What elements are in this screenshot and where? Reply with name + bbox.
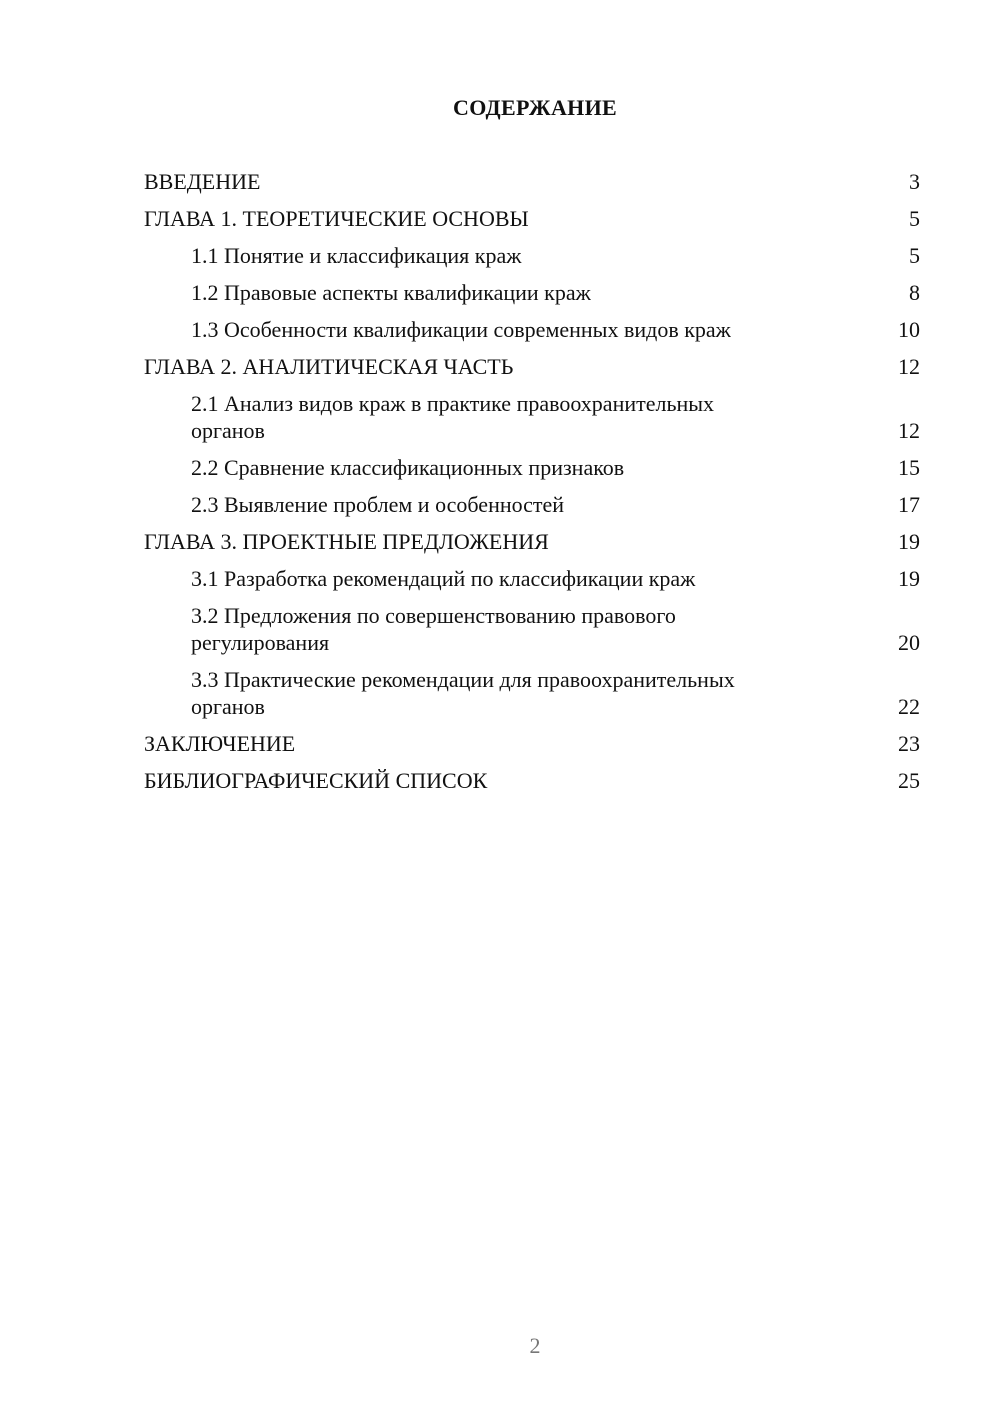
toc-entry-section-1-2[interactable] <box>144 279 920 306</box>
toc-entry-section-3-3[interactable] <box>144 666 920 720</box>
toc-entry-page: 19 <box>898 529 920 554</box>
toc-entry-page: 3 <box>909 169 920 194</box>
toc-entry-section-1-3[interactable] <box>144 316 920 343</box>
toc-entry-label: ЗАКЛЮЧЕНИЕ <box>144 731 296 756</box>
toc-entry-label: 3.1 Разработка рекомендаций по классификации краж <box>191 566 696 591</box>
toc-entry-label: 1.2 Правовые аспекты квалификации краж <box>191 280 591 305</box>
toc-entry-label: 2.1 Анализ видов краж в практике правоохранительных органов <box>191 391 715 443</box>
toc-entry-page: 15 <box>898 455 920 480</box>
toc-entry-label: 3.2 Предложения по совершенствованию правового регулирования <box>191 603 676 655</box>
table-of-contents <box>144 168 920 804</box>
toc-entry-page: 17 <box>898 492 920 517</box>
toc-entry-bibliography[interactable] <box>144 767 920 794</box>
toc-entry-label: ВВЕДЕНИЕ <box>144 169 261 194</box>
toc-entry-section-2-2[interactable] <box>144 454 920 481</box>
toc-entry-label: БИБЛИОГРАФИЧЕСКИЙ СПИСОК <box>144 768 488 793</box>
toc-entry-label: ГЛАВА 3. ПРОЕКТНЫЕ ПРЕДЛОЖЕНИЯ <box>144 529 549 554</box>
toc-entry-label: 3.3 Практические рекомендации для правоохранительных органов <box>191 667 735 719</box>
toc-entry-label: 2.3 Выявление проблем и особенностей <box>191 492 565 517</box>
toc-entry-page: 5 <box>909 206 920 231</box>
toc-entry-label: ГЛАВА 1. ТЕОРЕТИЧЕСКИЕ ОСНОВЫ <box>144 206 529 231</box>
toc-entry-page: 19 <box>898 566 920 591</box>
toc-entry-label: 2.2 Сравнение классификационных признаков <box>191 455 625 480</box>
toc-entry-section-3-1[interactable] <box>144 565 920 592</box>
toc-entry-page: 10 <box>898 317 920 342</box>
toc-entry-page: 25 <box>898 768 920 793</box>
toc-entry-page: 20 <box>898 630 920 655</box>
toc-entry-label: 1.1 Понятие и классификация краж <box>191 243 522 268</box>
toc-entry-page: 8 <box>909 280 920 305</box>
toc-entry-label: ГЛАВА 2. АНАЛИТИЧЕСКАЯ ЧАСТЬ <box>144 354 514 379</box>
toc-entry-section-3-2[interactable] <box>144 602 920 656</box>
toc-entry-label: 1.3 Особенности квалификации современных видов краж <box>191 317 731 342</box>
toc-entry-chapter-2[interactable] <box>144 353 920 380</box>
toc-heading: СОДЕРЖАНИЕ <box>453 95 617 120</box>
page-number: 2 <box>529 1333 541 1358</box>
toc-entry-page: 22 <box>898 694 920 719</box>
toc-entry-chapter-1[interactable] <box>144 205 920 232</box>
toc-entry-section-2-1[interactable] <box>144 390 920 444</box>
toc-entry-page: 12 <box>898 354 920 379</box>
toc-entry-page: 5 <box>909 243 920 268</box>
toc-entry-conclusion[interactable] <box>144 730 920 757</box>
toc-entry-introduction[interactable] <box>144 168 920 195</box>
toc-entry-page: 23 <box>898 731 920 756</box>
toc-entry-section-2-3[interactable] <box>144 491 920 518</box>
toc-entry-section-1-1[interactable] <box>144 242 920 269</box>
toc-entry-page: 12 <box>898 418 920 443</box>
toc-entry-chapter-3[interactable] <box>144 528 920 555</box>
